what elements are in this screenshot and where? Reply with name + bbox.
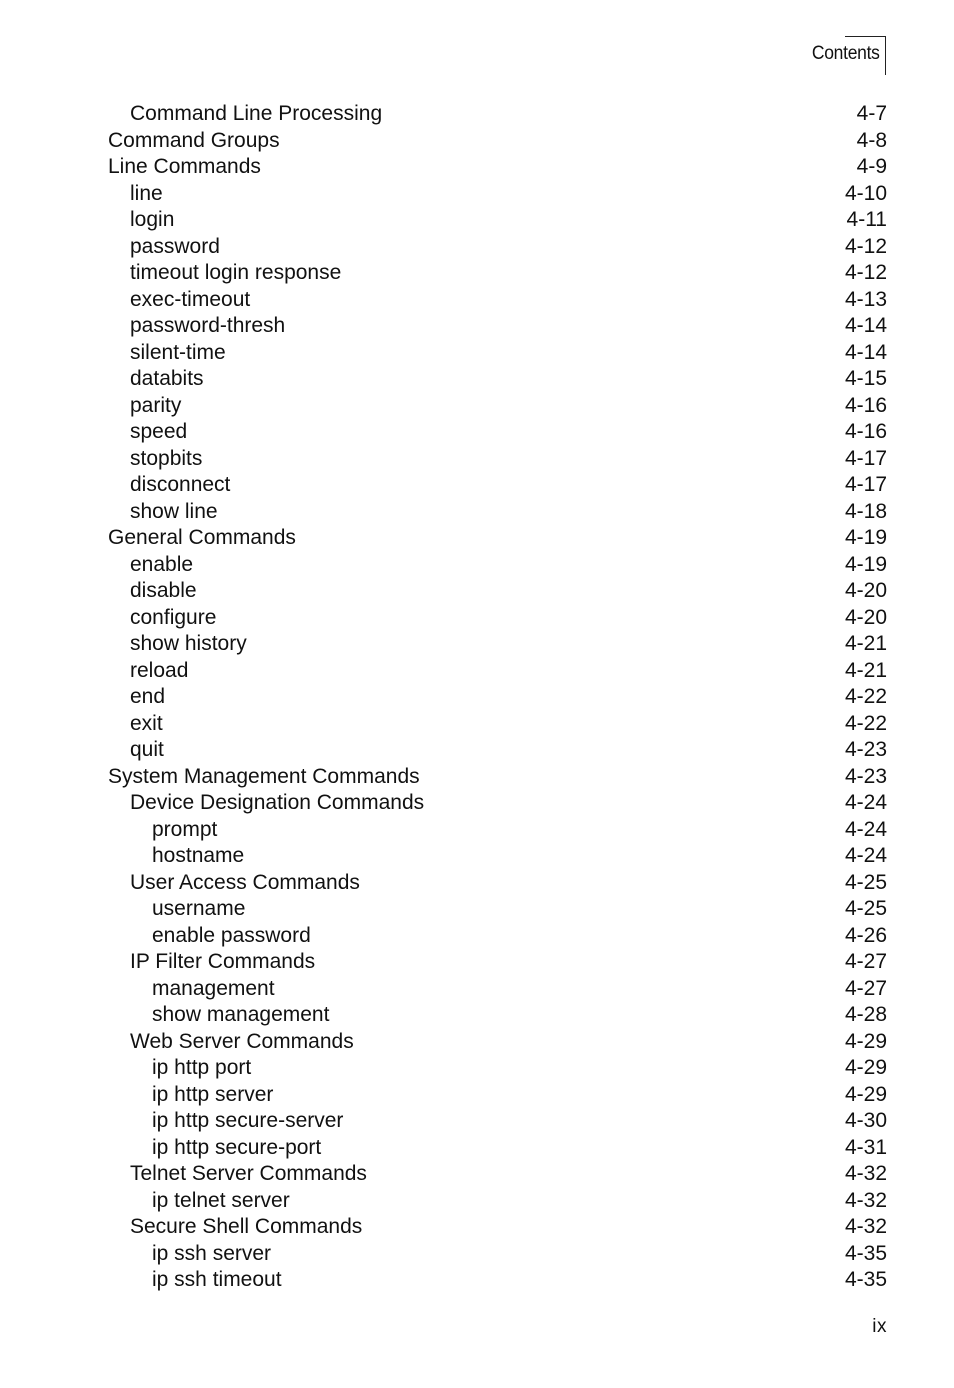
toc-entry-title: General Commands <box>108 526 296 549</box>
toc-entry-page: 4-7 <box>856 102 887 125</box>
toc-entry-title: configure <box>130 605 217 629</box>
toc-entry-title: System Management Commands <box>108 764 420 788</box>
toc-entry[interactable] <box>0 260 954 287</box>
toc-entry-title: hostname <box>152 844 245 867</box>
toc-entry-page: 4-20 <box>844 605 887 629</box>
toc-entry-page: 4-12 <box>844 261 887 284</box>
toc-entry[interactable] <box>0 1055 954 1082</box>
toc-entry[interactable] <box>0 578 954 605</box>
toc-entry-title: login <box>130 208 175 231</box>
table-of-contents <box>0 101 954 1294</box>
toc-entry[interactable] <box>0 1241 954 1268</box>
toc-entry-page: 4-17 <box>844 473 887 496</box>
toc-entry-page: 4-32 <box>844 1162 887 1185</box>
toc-entry[interactable] <box>0 711 954 738</box>
toc-entry-page: 4-16 <box>844 420 887 443</box>
toc-entry-title: IP Filter Commands <box>130 950 316 973</box>
toc-entry[interactable] <box>0 101 954 128</box>
toc-entry-page: 4-35 <box>844 1241 887 1265</box>
toc-entry-title: ip ssh server <box>152 1241 272 1265</box>
toc-entry-title: disable <box>130 579 197 602</box>
toc-entry-page: 4-14 <box>844 314 887 337</box>
toc-entry[interactable] <box>0 658 954 685</box>
toc-entry-title: quit <box>130 738 164 761</box>
toc-entry-page: 4-27 <box>844 950 887 973</box>
toc-entry-title: databits <box>130 367 204 390</box>
toc-entry-title: stopbits <box>130 446 203 470</box>
toc-entry-page: 4-21 <box>844 658 887 682</box>
toc-entry-page: 4-24 <box>844 817 887 841</box>
toc-entry-title: timeout login response <box>130 261 342 284</box>
toc-entry-page: 4-13 <box>844 287 887 311</box>
toc-entry-title: ip telnet server <box>152 1188 290 1212</box>
toc-entry-page: 4-17 <box>844 446 887 470</box>
toc-entry-page: 4-19 <box>844 552 887 576</box>
toc-entry[interactable] <box>0 1029 954 1056</box>
page-number: ix <box>872 1316 887 1337</box>
toc-entry[interactable] <box>0 631 954 658</box>
toc-entry-page: 4-21 <box>844 632 887 655</box>
toc-entry[interactable] <box>0 419 954 446</box>
toc-entry-title: ip ssh timeout <box>152 1268 282 1291</box>
toc-entry-page: 4-29 <box>844 1082 887 1106</box>
toc-entry-page: 4-23 <box>844 738 887 761</box>
toc-entry-title: ip http secure-port <box>152 1135 322 1159</box>
toc-entry-title: Device Designation Commands <box>130 791 425 814</box>
toc-entry-page: 4-14 <box>844 340 887 364</box>
toc-entry[interactable] <box>0 764 954 791</box>
toc-entry-page: 4-9 <box>856 155 887 178</box>
toc-entry[interactable] <box>0 393 954 420</box>
toc-entry-page: 4-19 <box>844 526 887 549</box>
toc-entry-page: 4-35 <box>844 1268 887 1291</box>
toc-entry-page: 4-31 <box>844 1135 887 1159</box>
toc-entry-page: 4-26 <box>844 923 887 947</box>
toc-entry[interactable] <box>0 207 954 234</box>
toc-entry[interactable] <box>0 896 954 923</box>
toc-entry[interactable] <box>0 949 954 976</box>
toc-entry[interactable] <box>0 923 954 950</box>
toc-entry-title: ip http secure-server <box>152 1109 344 1132</box>
toc-entry-title: password-thresh <box>130 314 286 337</box>
toc-entry-title: management <box>152 976 275 1000</box>
toc-entry-page: 4-29 <box>844 1056 887 1079</box>
toc-entry[interactable] <box>0 1214 954 1241</box>
toc-entry-title: password <box>130 234 220 258</box>
toc-entry-title: Web Server Commands <box>130 1029 354 1053</box>
toc-entry-title: silent-time <box>130 340 226 364</box>
toc-entry[interactable] <box>0 340 954 367</box>
toc-entry-page: 4-8 <box>856 128 887 152</box>
toc-entry-title: exec-timeout <box>130 287 251 311</box>
toc-entry-page: 4-32 <box>844 1188 887 1212</box>
toc-entry-page: 4-22 <box>844 685 887 708</box>
toc-entry-page: 4-24 <box>844 844 887 867</box>
toc-entry-page: 4-27 <box>844 976 887 1000</box>
toc-entry-title: username <box>152 897 246 920</box>
toc-entry[interactable] <box>0 684 954 711</box>
toc-entry[interactable] <box>0 154 954 181</box>
toc-entry[interactable] <box>0 1161 954 1188</box>
toc-entry-page: 4-22 <box>844 711 887 735</box>
toc-entry-title: show history <box>130 632 247 655</box>
toc-entry-page: 4-12 <box>844 234 887 258</box>
toc-entry-page: 4-25 <box>844 897 887 920</box>
toc-entry-title: Command Groups <box>108 128 280 152</box>
toc-entry-title: ip http port <box>152 1056 252 1079</box>
toc-entry[interactable] <box>0 1082 954 1109</box>
toc-entry-title: Command Line Processing <box>130 102 383 125</box>
toc-entry-title: prompt <box>152 817 218 841</box>
toc-entry[interactable] <box>0 1108 954 1135</box>
toc-entry[interactable] <box>0 1002 954 1029</box>
toc-entry-title: end <box>130 685 166 708</box>
toc-entry-title: exit <box>130 711 163 735</box>
toc-entry-page: 4-32 <box>844 1215 887 1238</box>
toc-entry-page: 4-24 <box>844 791 887 814</box>
toc-entry-title: disconnect <box>130 473 231 496</box>
toc-entry-title: speed <box>130 420 188 443</box>
toc-entry[interactable] <box>0 870 954 897</box>
toc-entry-page: 4-28 <box>844 1003 887 1026</box>
toc-entry-page: 4-11 <box>846 208 887 231</box>
toc-entry[interactable] <box>0 1135 954 1162</box>
toc-entry[interactable] <box>0 472 954 499</box>
toc-entry[interactable] <box>0 976 954 1003</box>
toc-entry[interactable] <box>0 790 954 817</box>
toc-entry-title: ip http server <box>152 1082 274 1106</box>
toc-entry[interactable] <box>0 817 954 844</box>
toc-entry-page: 4-10 <box>844 181 887 205</box>
toc-entry-title: parity <box>130 393 182 417</box>
toc-entry-page: 4-30 <box>844 1109 887 1132</box>
toc-entry-title: Line Commands <box>108 155 261 178</box>
toc-entry[interactable] <box>0 1267 954 1294</box>
toc-entry[interactable] <box>0 525 954 552</box>
toc-entry[interactable] <box>0 446 954 473</box>
toc-entry-title: line <box>130 181 163 205</box>
toc-entry-title: show management <box>152 1003 330 1026</box>
toc-entry-page: 4-25 <box>844 870 887 894</box>
toc-entry[interactable] <box>0 605 954 632</box>
toc-entry[interactable] <box>0 737 954 764</box>
toc-entry[interactable] <box>0 313 954 340</box>
toc-entry[interactable] <box>0 287 954 314</box>
toc-entry[interactable] <box>0 234 954 261</box>
toc-entry[interactable] <box>0 128 954 155</box>
toc-entry-title: show line <box>130 499 218 523</box>
running-header: Contents <box>812 43 880 64</box>
toc-entry[interactable] <box>0 843 954 870</box>
toc-entry-page: 4-20 <box>844 579 887 602</box>
toc-entry-page: 4-29 <box>844 1029 887 1053</box>
toc-entry-page: 4-16 <box>844 393 887 417</box>
toc-entry-page: 4-15 <box>844 367 887 390</box>
toc-entry-title: Telnet Server Commands <box>130 1162 367 1185</box>
toc-entry-page: 4-23 <box>844 764 887 788</box>
toc-entry-title: reload <box>130 658 189 682</box>
toc-entry[interactable] <box>0 1188 954 1215</box>
toc-entry-title: Secure Shell Commands <box>130 1215 363 1238</box>
toc-entry[interactable] <box>0 552 954 579</box>
toc-entry[interactable] <box>0 181 954 208</box>
toc-entry-title: enable password <box>152 923 311 947</box>
toc-entry-title: enable <box>130 552 194 576</box>
toc-entry[interactable] <box>0 366 954 393</box>
toc-entry-page: 4-18 <box>844 499 887 523</box>
toc-entry-title: User Access Commands <box>130 870 360 894</box>
toc-entry[interactable] <box>0 499 954 526</box>
